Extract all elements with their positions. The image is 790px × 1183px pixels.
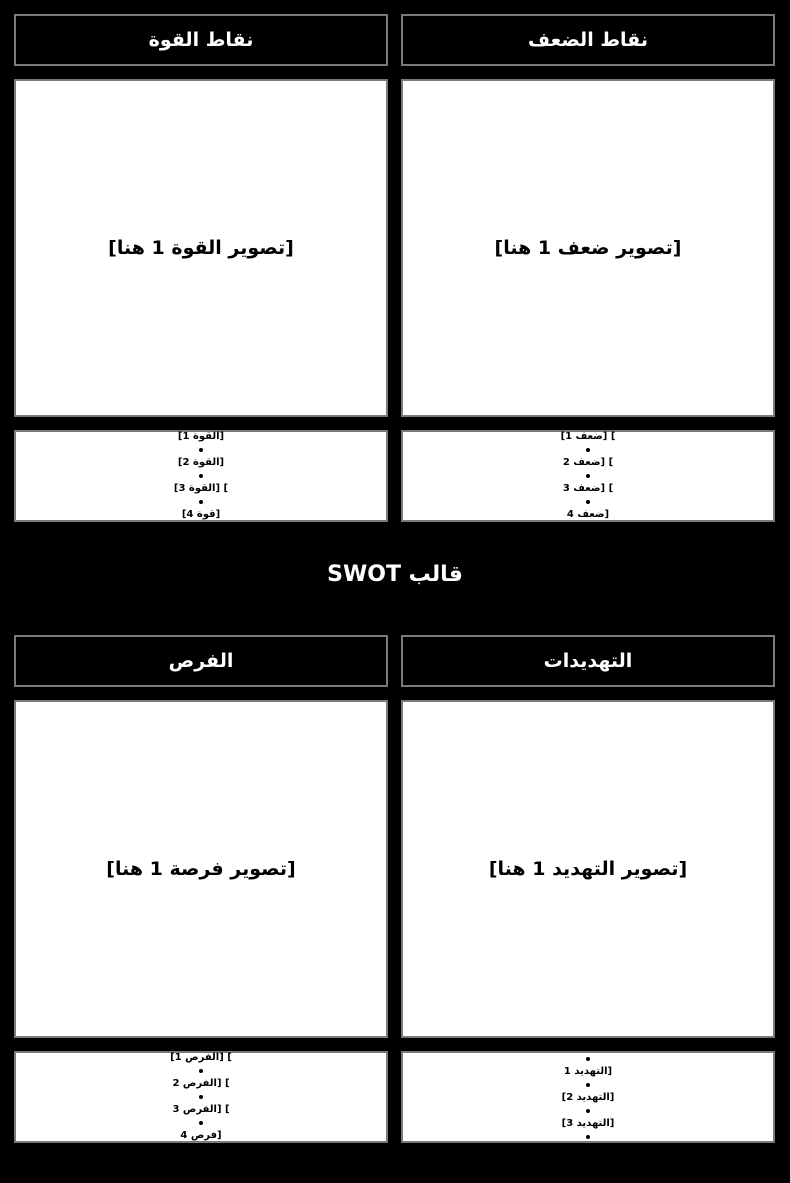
threats-image-placeholder: [تصوير التهديد 1 هنا] <box>488 858 688 880</box>
opportunities-item-1: ] [الفرص 1] <box>170 1052 232 1063</box>
strengths-list-panel[interactable] <box>14 430 388 522</box>
bullet-dot <box>199 474 203 478</box>
bullet-dot <box>586 422 590 426</box>
page-title: قالب SWOT <box>327 562 463 587</box>
bullet-dot <box>586 1057 590 1061</box>
strengths-image-panel[interactable] <box>14 79 388 417</box>
opportunities-header <box>14 635 388 687</box>
bullet-dot <box>199 448 203 452</box>
bullet-dot <box>199 1095 203 1099</box>
opportunities-item-4: [فرص 4 <box>180 1130 222 1141</box>
threats-header-label: التهديدات <box>543 650 633 672</box>
opportunities-image-panel[interactable] <box>14 700 388 1038</box>
threats-list-panel[interactable] <box>401 1051 775 1155</box>
threats-list <box>403 1052 773 1156</box>
bullet-dot <box>586 1135 590 1139</box>
bullet-dot <box>199 500 203 504</box>
bullet-dot <box>586 448 590 452</box>
threats-item-2: [التهديد 2] <box>561 1092 615 1103</box>
threats-header <box>401 635 775 687</box>
threats-image-panel[interactable] <box>401 700 775 1038</box>
bullet-dot <box>199 1069 203 1073</box>
weaknesses-list <box>403 417 773 521</box>
opportunities-header-label: الفرص <box>168 650 234 672</box>
bullet-dot <box>586 474 590 478</box>
weaknesses-image-placeholder: [تصوير ضعف 1 هنا] <box>494 237 682 259</box>
strengths-item-4: [قوة 4] <box>181 509 221 520</box>
bullet-dot <box>199 422 203 426</box>
weaknesses-header <box>401 14 775 66</box>
weaknesses-image-panel[interactable] <box>401 79 775 417</box>
opportunities-list <box>16 1038 386 1142</box>
weaknesses-header-label: نقاط الضعف <box>527 29 648 51</box>
weaknesses-item-4: [ضعف 4 <box>566 509 610 520</box>
weaknesses-item-2: ] [ضعف 2 <box>562 457 614 468</box>
strengths-list <box>16 417 386 521</box>
bullet-dot <box>199 1043 203 1047</box>
bullet-dot <box>586 1109 590 1113</box>
strengths-image-placeholder: [تصوير القوة 1 هنا] <box>108 237 294 259</box>
opportunities-item-3: ] [الفرص 3 <box>172 1104 230 1115</box>
strengths-item-3: ] [القوة 3] <box>173 483 229 494</box>
strengths-header-label: نقاط القوة <box>148 29 254 51</box>
opportunities-list-panel[interactable] <box>14 1051 388 1143</box>
bullet-dot <box>586 1083 590 1087</box>
threats-item-3: [التهديد 3] <box>561 1118 615 1129</box>
threats-item-1: [التهديد 1 <box>563 1066 613 1077</box>
weaknesses-list-panel[interactable] <box>401 430 775 522</box>
strengths-item-2: [القوة 2] <box>177 457 225 468</box>
weaknesses-item-1: ] [ضعف 1] <box>560 431 616 442</box>
bullet-dot <box>199 1121 203 1125</box>
threats-item-4: [التهديد 4] <box>561 1144 615 1155</box>
weaknesses-item-3: ] [ضعف 3 <box>562 483 614 494</box>
bullet-dot <box>586 500 590 504</box>
strengths-item-1: [القوة 1] <box>177 431 225 442</box>
opportunities-item-2: ] [الفرص 2 <box>172 1078 230 1089</box>
opportunities-image-placeholder: [تصوير فرصة 1 هنا] <box>106 858 296 880</box>
strengths-header <box>14 14 388 66</box>
